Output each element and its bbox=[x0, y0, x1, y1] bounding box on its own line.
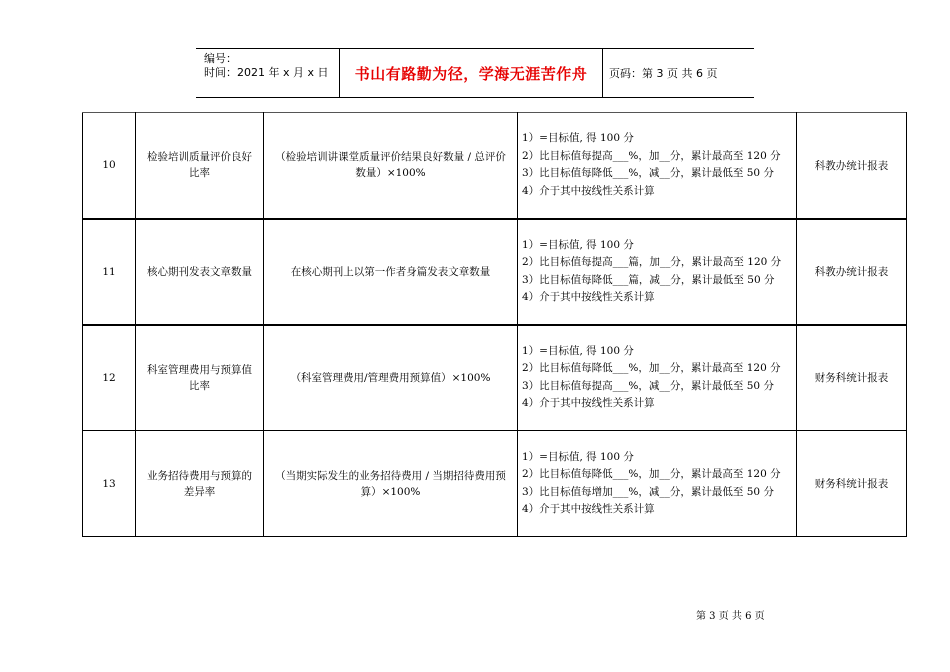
page-header bbox=[196, 48, 754, 98]
data-source: 财务科统计报表 bbox=[797, 325, 907, 431]
rule-line: 1）=目标值, 得 100 分 bbox=[522, 238, 634, 251]
rule-line: 2）比目标值每降低___%，加__分，累计最高至 120 分 bbox=[522, 468, 781, 480]
rule-line: 2）比目标值每提高___篇，加__分，累计最高至 120 分 bbox=[522, 256, 782, 268]
indicator-name: 业务招待费用与预算的差异率 bbox=[136, 431, 264, 537]
rule-line: 4）介于其中按线性关系计算 bbox=[522, 503, 655, 515]
table-row bbox=[83, 431, 907, 537]
rule-line: 3）比目标值每增加___%，减__分，累计最低至 50 分 bbox=[522, 485, 774, 498]
header-page-info: 页码：第 3 页 共 6 页 bbox=[609, 67, 718, 80]
table-row bbox=[83, 113, 907, 219]
indicator-formula: （检验培训讲课堂质量评价结果良好数量 / 总评价数量）×100% bbox=[264, 113, 518, 219]
rule-line: 3）比目标值每降低___篇，减__分，累计最低至 50 分 bbox=[522, 273, 775, 286]
header-motto: 书山有路勤为径，学海无涯苦作舟 bbox=[340, 49, 603, 97]
scoring-rules bbox=[518, 113, 797, 219]
header-meta bbox=[196, 49, 340, 97]
rule-line: 4）介于其中按线性关系计算 bbox=[522, 397, 655, 410]
rule-line: 1）=目标值, 得 100 分 bbox=[522, 132, 634, 145]
data-source: 科教办统计报表 bbox=[797, 113, 907, 219]
indicator-name: 检验培训质量评价良好比率 bbox=[136, 113, 264, 219]
row-number: 12 bbox=[83, 325, 136, 431]
indicator-formula: 在核心期刊上以第一作者身篇发表文章数量 bbox=[264, 219, 518, 325]
indicator-table bbox=[82, 112, 907, 537]
row-number: 11 bbox=[83, 219, 136, 325]
rule-line: 2）比目标值每降低___%，加__分，累计最高至 120 分 bbox=[522, 362, 781, 375]
indicator-name: 科室管理费用与预算值比率 bbox=[136, 325, 264, 431]
indicator-formula: （当期实际发生的业务招待费用 / 当期招待费用预算）×100% bbox=[264, 431, 518, 537]
rule-line: 2）比目标值每提高___%，加__分，累计最高至 120 分 bbox=[522, 149, 781, 162]
rule-line: 3）比目标值每提高___%，减__分，累计最低至 50 分 bbox=[522, 379, 774, 392]
page-footer: 第 3 页 共 6 页 bbox=[696, 611, 765, 622]
indicator-name: 核心期刊发表文章数量 bbox=[136, 219, 264, 325]
data-source: 科教办统计报表 bbox=[797, 219, 907, 325]
rule-line: 3）比目标值每降低___%，减__分，累计最低至 50 分 bbox=[522, 167, 774, 180]
table-row bbox=[83, 325, 907, 431]
rule-line: 1）=目标值, 得 100 分 bbox=[522, 450, 634, 463]
time-label: 时间：2021 年 x 月 x 日 bbox=[204, 66, 329, 79]
scoring-rules bbox=[518, 325, 797, 431]
indicator-formula: （科室管理费用/管理费用预算值）×100% bbox=[264, 325, 518, 431]
number-label: 编号： bbox=[204, 52, 237, 65]
scoring-rules bbox=[518, 219, 797, 325]
rule-line: 1）=目标值, 得 100 分 bbox=[522, 344, 634, 357]
scoring-rules bbox=[518, 431, 797, 537]
rule-line: 4）介于其中按线性关系计算 bbox=[522, 291, 655, 303]
table-row bbox=[83, 219, 907, 325]
rule-line: 4）介于其中按线性关系计算 bbox=[522, 184, 655, 197]
row-number: 13 bbox=[83, 431, 136, 537]
row-number: 10 bbox=[83, 113, 136, 219]
data-source: 财务科统计报表 bbox=[797, 431, 907, 537]
